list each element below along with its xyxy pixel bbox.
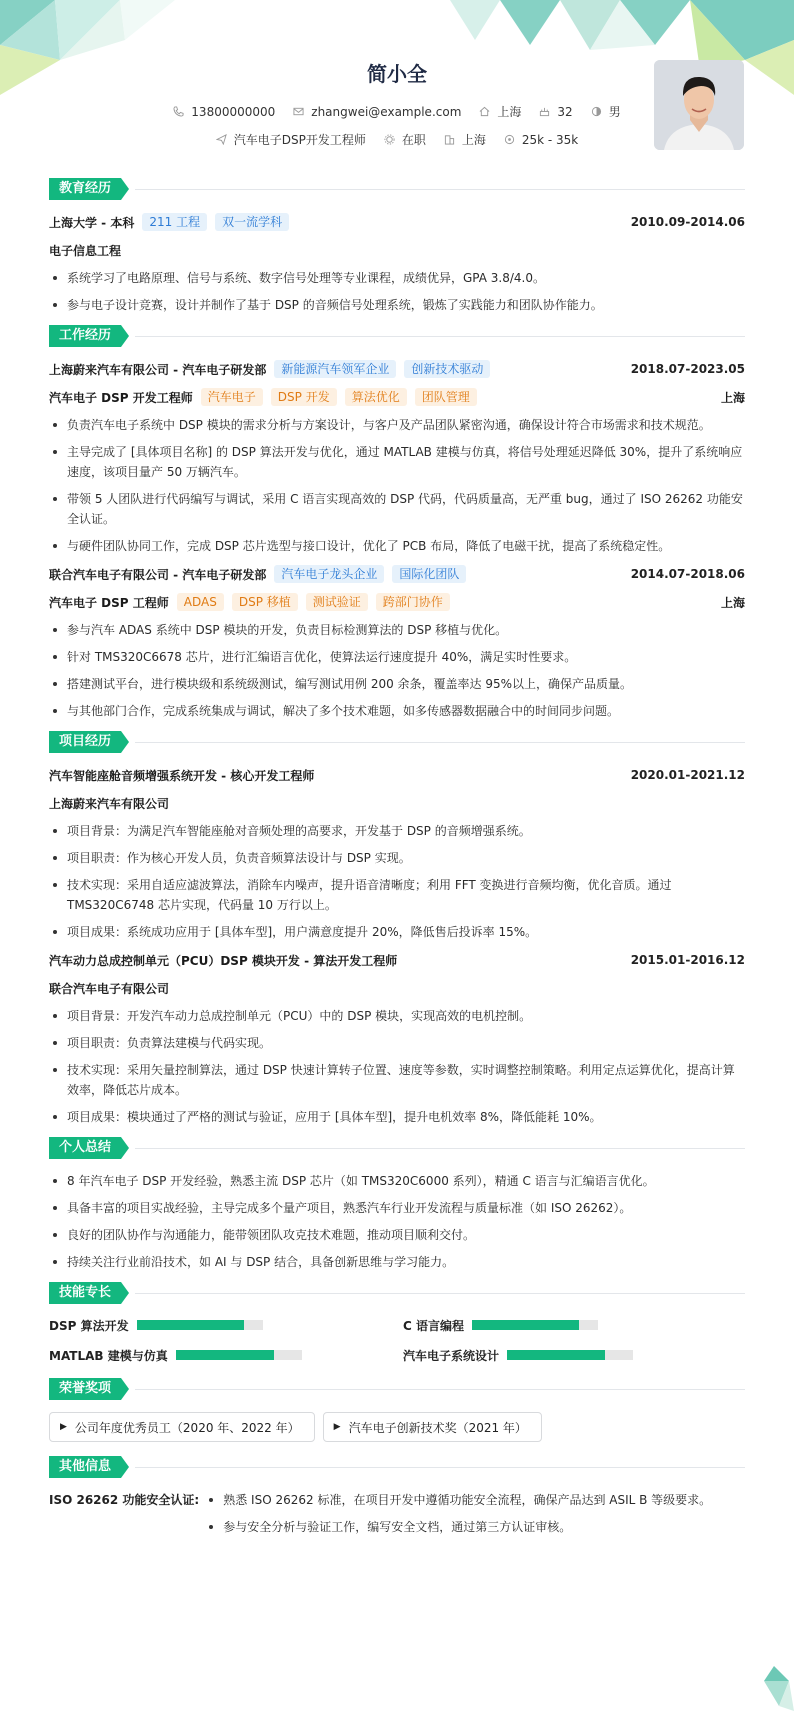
work-location: 上海 [720, 595, 745, 610]
skill-bar [137, 1320, 263, 1330]
expected-salary: 25k - 35k [504, 133, 578, 147]
summary-list [49, 1171, 745, 1272]
candidate-name: 简小全 [367, 62, 427, 86]
job-title: 汽车电子 DSP 工程师 [49, 595, 169, 610]
employment-status: 在职 [384, 131, 426, 148]
project-details [49, 1006, 745, 1127]
skill-bar-fill [137, 1320, 244, 1330]
role-tag: 汽车电子 [201, 388, 263, 406]
company-tag: 国际化团队 [392, 565, 466, 583]
award-item: ▶ 公司年度优秀员工（2020 年、2022 年） [49, 1412, 315, 1442]
skill-name: DSP 算法开发 [49, 1318, 129, 1333]
phone-icon [173, 106, 184, 117]
edu-date: 2010.09-2014.06 [630, 215, 745, 229]
company-name: 上海蔚来汽车有限公司 - 汽车电子研发部 [49, 362, 267, 377]
section-title: 工作经历 [49, 325, 121, 347]
project-company: 上海蔚来汽车有限公司 [49, 796, 170, 811]
list-item: 参与汽车 ADAS 系统中 DSP 模块的开发，负责目标检测算法的 DSP 移植与优化。 [49, 620, 745, 640]
cake-icon [539, 106, 550, 117]
list-item: 项目成果：系统成功应用于 [具体车型]，用户满意度提升 20%，降低售后投诉率 15%。 [49, 922, 745, 942]
email: zhangwei@example.com [293, 105, 461, 119]
list-item: 项目成果：模块通过了严格的测试与验证，应用于 [具体车型]，提升电机效率 8%，降低能耗 10%。 [49, 1107, 745, 1127]
phone: 13800000000 [173, 105, 275, 119]
list-item: 项目职责：负责算法建模与代码实现。 [49, 1033, 745, 1053]
list-item: 8 年汽车电子 DSP 开发经验，熟悉主流 DSP 芯片（如 TMS320C6000 系列），精通 C 语言与汇编语言优化。 [49, 1171, 745, 1191]
company-name: 联合汽车电子有限公司 - 汽车电子研发部 [49, 567, 267, 582]
section-title: 项目经历 [49, 731, 121, 753]
school-tag: 双一流学科 [215, 213, 289, 231]
skill-bar [507, 1350, 633, 1360]
skill-item [49, 1346, 403, 1364]
role-tag: 算法优化 [345, 388, 407, 406]
role-tag: DSP 移植 [232, 593, 298, 611]
list-item: 搭建测试平台，进行模块级和系统级测试，编写测试用例 200 余条，覆盖率达 95%以上，确保产品质量。 [49, 674, 745, 694]
mail-icon [293, 106, 304, 117]
work-date: 2018.07-2023.05 [630, 362, 745, 376]
list-item: 项目职责：作为核心开发人员，负责音频算法设计与 DSP 实现。 [49, 848, 745, 868]
target-city: 上海 [444, 131, 486, 148]
skill-bar-fill [507, 1350, 605, 1360]
summary-section [49, 1137, 745, 1272]
list-item: 参与安全分析与验证工作，编写安全文档，通过第三方认证审核。 [205, 1517, 711, 1537]
home-icon [479, 106, 490, 117]
certification-label: ISO 26262 功能安全认证: [49, 1493, 200, 1507]
role-tag: DSP 开发 [271, 388, 337, 406]
skill-bar [472, 1320, 598, 1330]
list-item: 与其他部门合作，完成系统集成与调试，解决了多个技术难题，如多传感器数据融合中的时间同步问题。 [49, 701, 745, 721]
gender-icon [591, 106, 602, 117]
award-item: ▶ 汽车电子创新技术奖（2021 年） [323, 1412, 542, 1442]
list-item: 针对 TMS320C6678 芯片，进行汇编语言优化，使算法运行速度提升 40%，满足实时性要求。 [49, 647, 745, 667]
school-tag: 211 工程 [142, 213, 207, 231]
major: 电子信息工程 [49, 243, 122, 258]
list-item: 系统学习了电路原理、信号与系统、数字信号处理等专业课程，成绩优异，GPA 3.8/4.0。 [49, 268, 745, 288]
work-date: 2014.07-2018.06 [630, 567, 745, 581]
skill-item [49, 1316, 403, 1334]
project-title: 汽车动力总成控制单元（PCU）DSP 模块开发 - 算法开发工程师 [49, 953, 398, 968]
work-details [49, 620, 745, 721]
job-title: 汽车电子 DSP 开发工程师 [49, 390, 193, 405]
section-title: 其他信息 [49, 1456, 121, 1478]
company-tag: 汽车电子龙头企业 [274, 565, 384, 583]
skill-item [403, 1346, 743, 1364]
awards-section [49, 1378, 745, 1442]
list-item: 具备丰富的项目实战经验，主导完成多个量产项目，熟悉汽车行业开发流程与质量标准（如 ISO 26262）。 [49, 1198, 745, 1218]
skills-section [49, 1282, 745, 1364]
building-icon [444, 134, 455, 145]
section-title: 荣誉奖项 [49, 1378, 121, 1400]
list-item: 参与电子设计竞赛，设计并制作了基于 DSP 的音频信号处理系统，锻炼了实践能力和团队协作能力。 [49, 295, 745, 315]
list-item: 主导完成了 [具体项目名称] 的 DSP 算法开发与优化，通过 MATLAB 建模与仿真，将信号处理延迟降低 30%，提升了系统响应速度，该项目量产 50 万辆汽车。 [49, 442, 745, 482]
project-section [49, 731, 745, 1127]
skills-grid [49, 1316, 745, 1364]
city: 上海 [479, 103, 521, 120]
role-tag: ADAS [177, 593, 224, 611]
certification-details [205, 1490, 711, 1544]
skill-item [403, 1316, 743, 1334]
role-tag: 测试验证 [306, 593, 368, 611]
coin-icon [504, 134, 515, 145]
gear-icon [384, 134, 395, 145]
school-name: 上海大学 - 本科 [49, 215, 135, 230]
skill-bar-fill [472, 1320, 579, 1330]
list-item: 项目背景：为满足汽车智能座舱对音频处理的高要求，开发基于 DSP 的音频增强系统。 [49, 821, 745, 841]
list-item: 熟悉 ISO 26262 标准，在项目开发中遵循功能安全流程，确保产品达到 ASIL B 等级要求。 [205, 1490, 711, 1510]
target-position: 汽车电子DSP开发工程师 [216, 131, 366, 148]
section-title: 技能专长 [49, 1282, 121, 1304]
project-date: 2020.01-2021.12 [630, 768, 745, 782]
gender: 男 [591, 103, 621, 120]
project-date: 2015.01-2016.12 [630, 953, 745, 967]
role-tag: 团队管理 [415, 388, 477, 406]
awards-list [49, 1412, 745, 1442]
list-item: 持续关注行业前沿技术，如 AI 与 DSP 结合，具备创新思维与学习能力。 [49, 1252, 745, 1272]
work-section [49, 325, 745, 721]
project-company: 联合汽车电子有限公司 [49, 981, 170, 996]
skill-name: 汽车电子系统设计 [403, 1348, 500, 1363]
list-item: 技术实现：采用矢量控制算法，通过 DSP 快速计算转子位置、速度等参数，实时调整控制策略。利用定点运算优化，提高计算效率，降低芯片成本。 [49, 1060, 745, 1100]
role-tag: 跨部门协作 [376, 593, 450, 611]
education-section [49, 178, 745, 315]
play-icon: ▶ [333, 1422, 341, 1432]
list-item: 带领 5 人团队进行代码编写与调试，采用 C 语言实现高效的 DSP 代码，代码质量高，无严重 bug，通过了 ISO 26262 功能安全认证。 [49, 489, 745, 529]
skill-name: MATLAB 建模与仿真 [49, 1348, 168, 1363]
work-location: 上海 [720, 390, 745, 405]
company-tag: 创新技术驱动 [404, 360, 490, 378]
edu-details [49, 268, 745, 315]
age: 32 [539, 105, 572, 119]
send-icon [216, 134, 227, 145]
list-item: 与硬件团队协同工作，完成 DSP 芯片选型与接口设计，优化了 PCB 布局，降低了电磁干扰，提高了系统稳定性。 [49, 536, 745, 556]
avatar [654, 60, 744, 150]
list-item: 良好的团队协作与沟通能力，能带领团队攻克技术难题，推动项目顺利交付。 [49, 1225, 745, 1245]
company-tag: 新能源汽车领军企业 [274, 360, 396, 378]
list-item: 技术实现：采用自适应滤波算法，消除车内噪声，提升语音清晰度；利用 FFT 变换进行音频均衡，优化音质。通过 TMS320C6748 芯片实现，代码量 10 万行以上。 [49, 875, 745, 915]
skill-bar [176, 1350, 302, 1360]
footer-decoration [734, 1661, 794, 1711]
skill-bar-fill [176, 1350, 274, 1360]
work-details [49, 415, 745, 556]
resume-body [49, 178, 745, 1562]
skill-name: C 语言编程 [403, 1318, 464, 1333]
other-section [49, 1456, 745, 1552]
list-item: 项目背景：开发汽车动力总成控制单元（PCU）中的 DSP 模块，实现高效的电机控制。 [49, 1006, 745, 1026]
section-title: 个人总结 [49, 1137, 121, 1159]
section-title: 教育经历 [49, 178, 121, 200]
project-details [49, 821, 745, 942]
project-title: 汽车智能座舱音频增强系统开发 - 核心开发工程师 [49, 768, 315, 783]
list-item: 负责汽车电子系统中 DSP 模块的需求分析与方案设计，与客户及产品团队紧密沟通，确保设计符合市场需求和技术规范。 [49, 415, 745, 435]
portrait-image [654, 60, 744, 150]
play-icon: ▶ [60, 1422, 67, 1432]
